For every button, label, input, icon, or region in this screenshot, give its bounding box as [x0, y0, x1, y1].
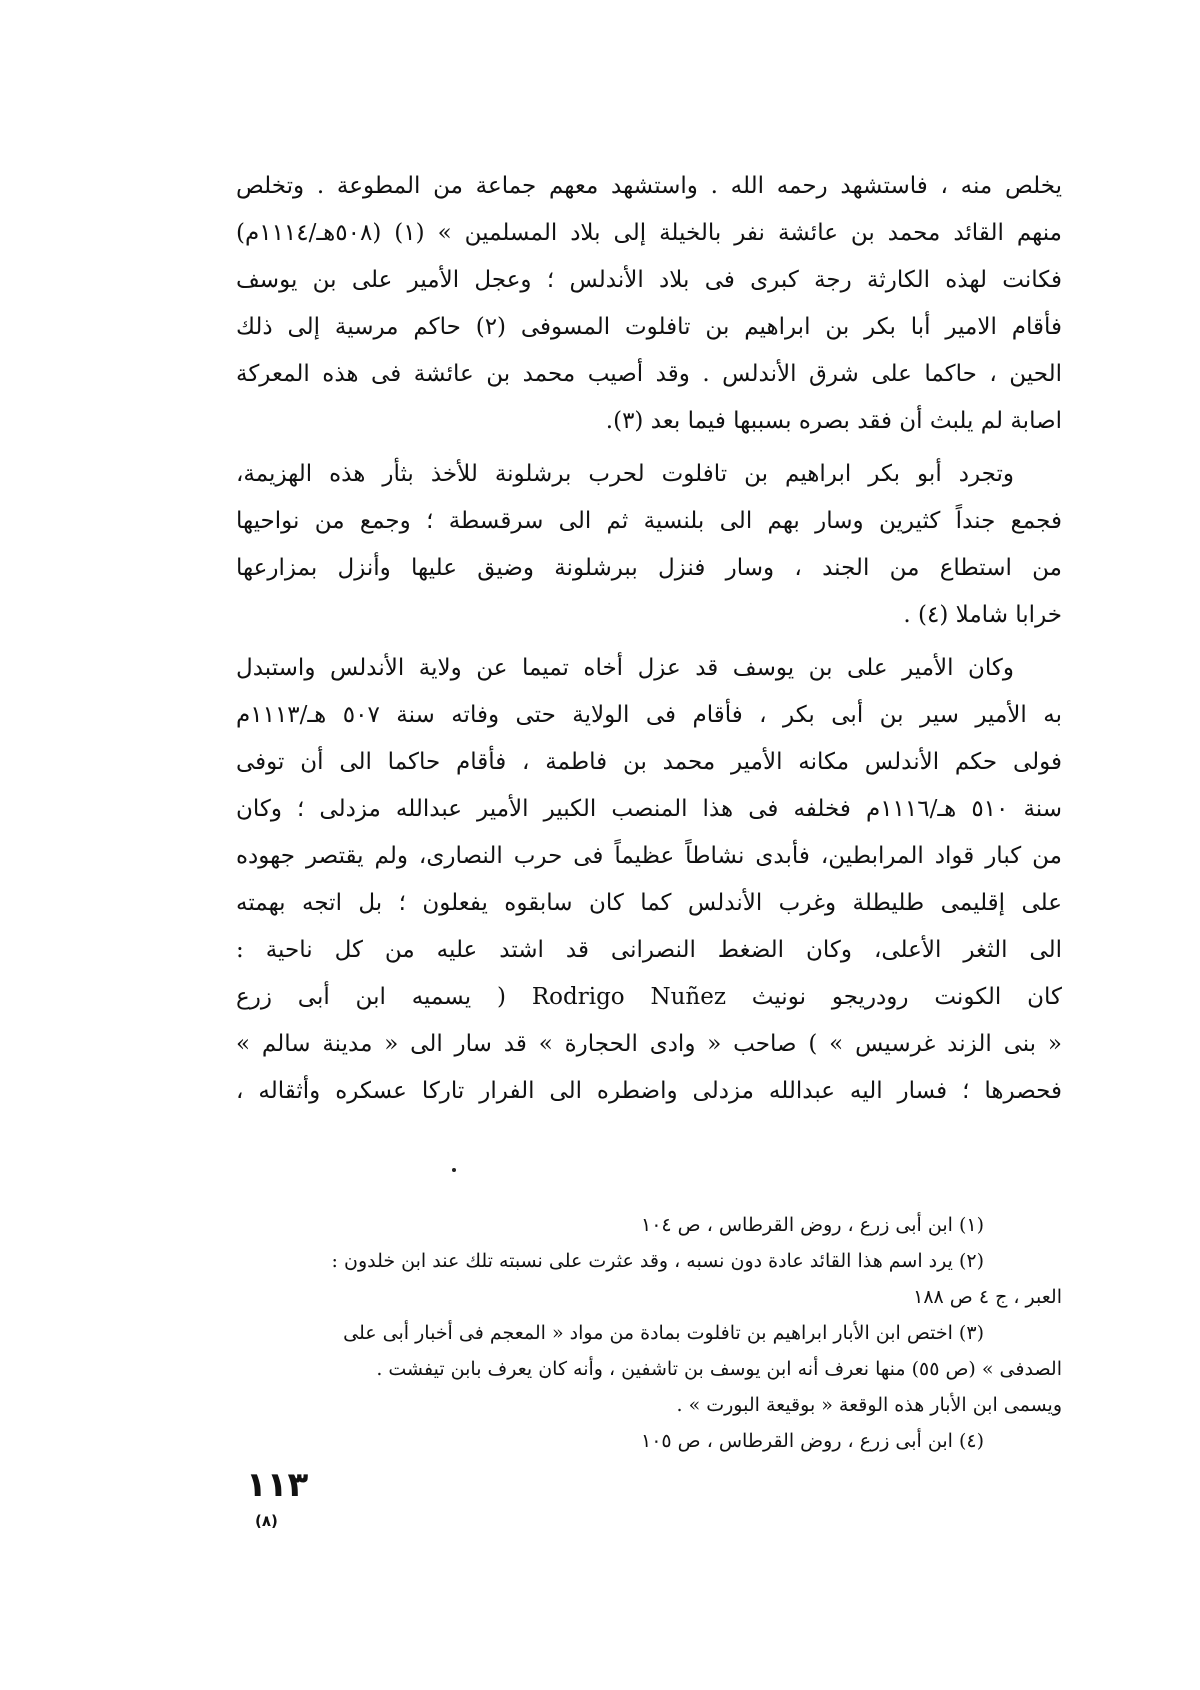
text-line: فكانت لهذه الكارثة رجة كبرى فى بلاد الأندلس ؛ وعجل الأمير على بن يوسف	[236, 267, 1062, 293]
footnotes	[236, 1207, 1062, 1459]
body-text	[236, 163, 1062, 1115]
page-number: ١١٣	[246, 1465, 309, 1505]
text-line: « بنى الزند غرسيس » ) صاحب « وادى الحجارة » قد سار الى « مدينة سالم »	[236, 1031, 1062, 1057]
text-line: يخلص منه ، فاستشهد رحمه الله . واستشهد معهم جماعة من المطوعة . وتخلص	[236, 173, 1062, 199]
text-line: سنة ٥١٠ هـ/١١١٦م فخلفه فى هذا المنصب الكبير الأمير عبدالله مزدلى ؛ وكان	[236, 796, 1062, 822]
footnote-line: (٤) ابن أبى زرع ، روض القرطاس ، ص ١٠٥	[641, 1430, 984, 1452]
text-line: على إقليمى طليطلة وغرب الأندلس كما كان سابقوه يفعلون ؛ بل اتجه بهمته	[236, 890, 1062, 916]
footnote-line: الصدفى » (ص ٥٥) منها نعرف أنه ابن يوسف بن تاشفين ، وأنه كان يعرف بابن تيفشت .	[376, 1358, 1062, 1380]
text-line: به الأمير سير بن أبى بكر ، فأقام فى الولاية حتى وفاته سنة ٥٠٧ هـ/١١١٣م	[236, 702, 1062, 728]
text-line: فجمع جنداً كثيرين وسار بهم الى بلنسية ثم الى سرقسطة ؛ وجمع من نواحيها	[236, 508, 1062, 534]
text-line: خرابا شاملا (٤) .	[903, 602, 1062, 628]
text-line: وتجرد أبو بكر ابراهيم بن تافلوت لحرب برشلونة للأخذ بثأر هذه الهزيمة،	[236, 461, 1014, 487]
footnote-line: العبر ، ج ٤ ص ١٨٨	[913, 1286, 1062, 1308]
text-line: من استطاع من الجند ، وسار فنزل ببرشلونة وضيق عليها وأنزل بمزارعها	[236, 555, 1062, 581]
text-line: فأقام الامير أبا بكر بن ابراهيم بن تافلوت المسوفى (٢) حاكم مرسية إلى ذلك	[236, 314, 1062, 340]
text-line: فحصرها ؛ فسار اليه عبدالله مزدلى واضطره الى الفرار تاركا عسكره وأثقاله ،	[236, 1078, 1062, 1104]
text-line: من كبار قواد المرابطين، فأبدى نشاطاً عظيماً فى حرب النصارى، ولم يقتصر جهوده	[236, 843, 1062, 869]
text-line: فولى حكم الأندلس مكانه الأمير محمد بن فاطمة ، فأقام حاكما الى أن توفى	[236, 749, 1062, 775]
text-line: الى الثغر الأعلى، وكان الضغط النصرانى قد اشتد عليه من كل ناحية :	[236, 937, 1062, 963]
text-line: منهم القائد محمد بن عائشة نفر بالخيلة إلى بلاد المسلمين » (١) (٥٠٨هـ/١١١٤م)	[236, 220, 1062, 246]
footnote-line: (٣) اختص ابن الأبار ابراهيم بن تافلوت بمادة من مواد « المعجم فى أخبار أبى على	[343, 1322, 984, 1344]
text-line: الحين ، حاكما على شرق الأندلس . وقد أصيب محمد بن عائشة فى هذه المعركة	[236, 361, 1062, 387]
footnote-line: (١) ابن أبى زرع ، روض القرطاس ، ص ١٠٤	[641, 1214, 984, 1236]
text-line: كان الكونت رودريجو نونيث Rodrigo Nuñez ( يسميه ابن أبى زرع	[236, 984, 1062, 1010]
separator-dot	[452, 1168, 456, 1172]
text-line: وكان الأمير على بن يوسف قد عزل أخاه تميما عن ولاية الأندلس واستبدل	[236, 655, 1014, 681]
footnote-line: ويسمى ابن الأبار هذه الوقعة « بوقيعة البورت » .	[676, 1394, 1062, 1416]
printer-signature-mark: (٨)	[255, 1512, 278, 1530]
text-line: اصابة لم يلبث أن فقد بصره بسببها فيما بعد (٣).	[605, 408, 1062, 434]
footnote-line: (٢) يرد اسم هذا القائد عادة دون نسبه ، وقد عثرت على نسبته تلك عند ابن خلدون :	[331, 1250, 984, 1272]
